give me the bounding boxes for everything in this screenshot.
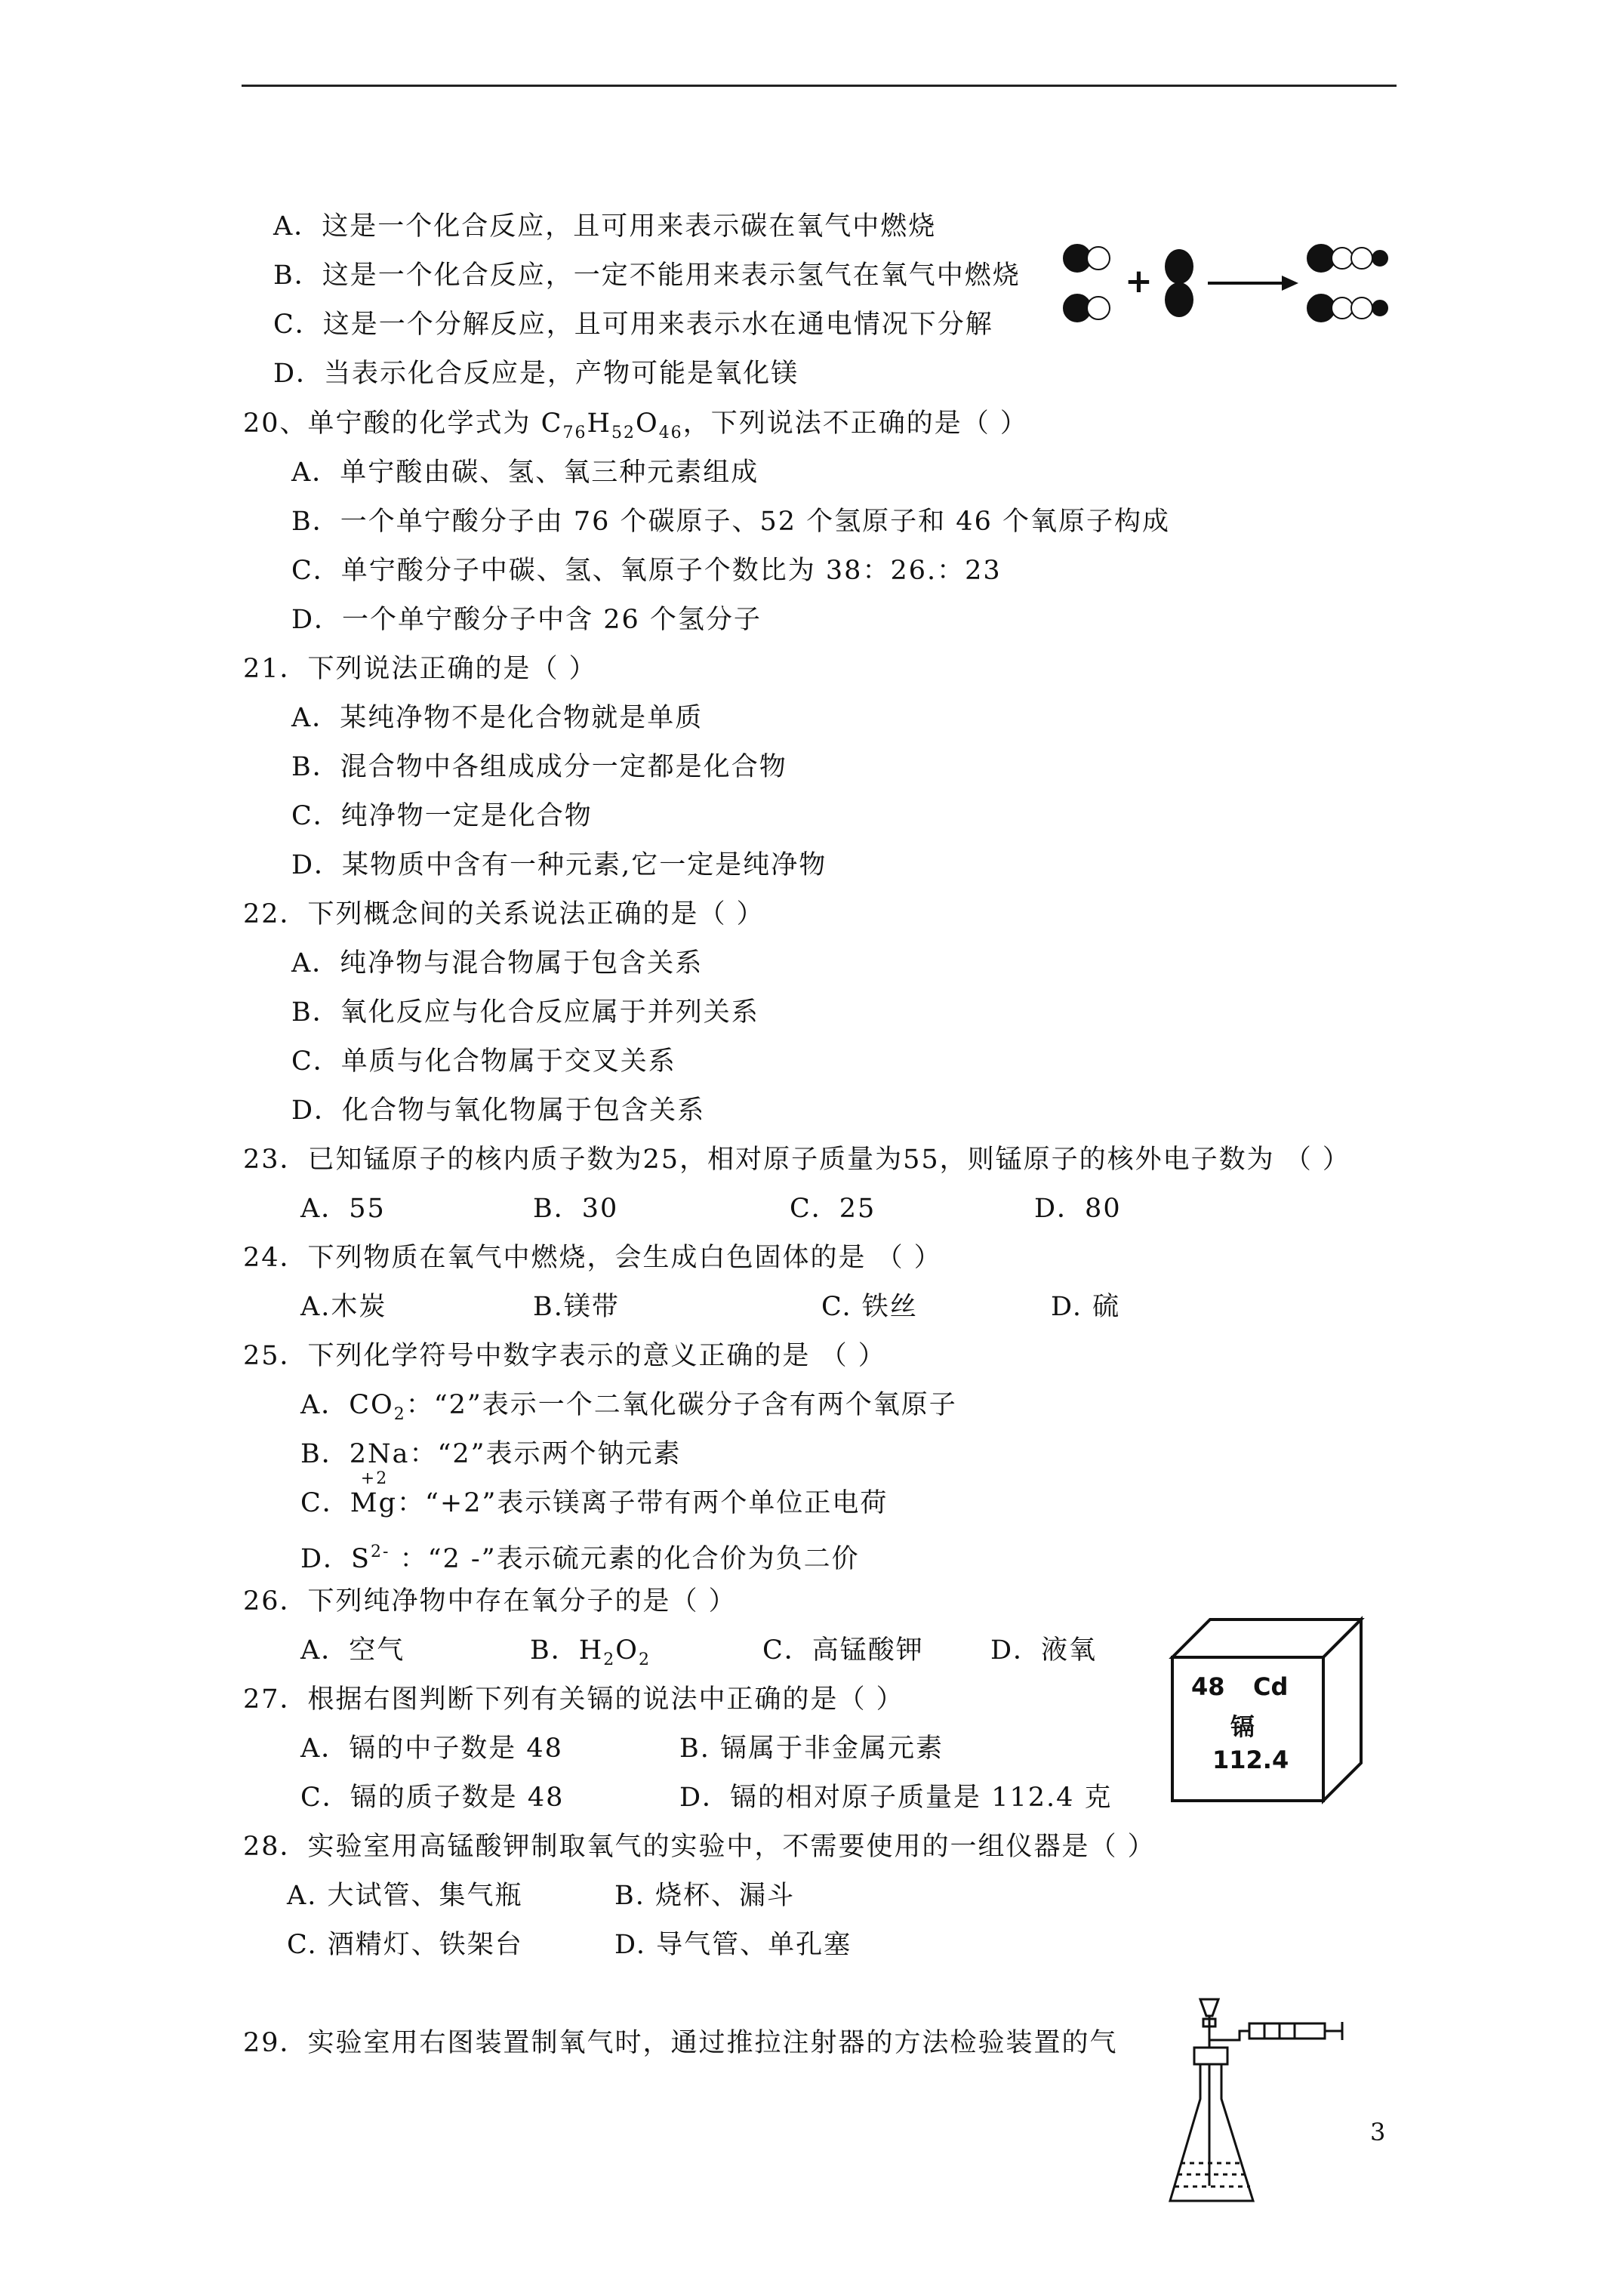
- q28-option-a: A. 大试管、集气瓶: [287, 1881, 523, 1911]
- q28-stem: 28．实验室用高锰酸钾制取氧气的实验中，不需要使用的一组仪器是（ ）: [243, 1832, 1156, 1862]
- q25-option-b: B．2Na：“2”表示两个钠元素: [300, 1439, 682, 1469]
- header-rule: [242, 85, 1397, 87]
- q21-option-b: B．混合物中各组成成分一定都是化合物: [291, 752, 787, 782]
- element-atomic-number: 48: [1191, 1672, 1225, 1701]
- reactant-molecule-2: [1165, 249, 1193, 317]
- element-card-cadmium: [1169, 1616, 1365, 1804]
- q20-option-d: D．一个单宁酸分子中含 26 个氢分子: [291, 605, 762, 635]
- q25-option-a: A．$CO_2$：“2”表示一个二氧化碳分子含有两个氧原子: [300, 1390, 957, 1424]
- q21-option-a: A．某纯净物不是化合物就是单质: [291, 703, 704, 733]
- reaction-arrow: [1208, 276, 1298, 291]
- funnel-top: [1200, 1999, 1218, 2016]
- q28-option-c: C. 酒精灯、铁架台: [287, 1930, 523, 1960]
- q24-stem: 24．下列物质在氧气中燃烧，会生成白色固体的是 （ ）: [243, 1243, 942, 1273]
- q23-option-a: A．55: [300, 1194, 386, 1224]
- q27-stem: 27．根据右图判断下列有关镉的说法中正确的是（ ）: [243, 1684, 904, 1715]
- q20-stem: 20、单宁酸的化学式为 $C_{76}H_{52}O_{46}$，下列说法不正确的是（ ）: [243, 408, 1028, 442]
- q24-option-d: D. 硫: [1051, 1292, 1121, 1322]
- q26-option-c: C．高锰酸钾: [762, 1635, 924, 1666]
- q28-option-d: D. 导气管、单孔塞: [614, 1930, 852, 1960]
- q22-stem: 22．下列概念间的关系说法正确的是（ ）: [243, 899, 765, 929]
- q23-stem: 23．已知锰原子的核内质子数为25，相对原子质量为55，则锰原子的核外电子数为 （ ）: [243, 1145, 1350, 1175]
- q25-option-d: D．$S^{2-}$ ：“2 -”表示硫元素的化合价为负二价: [300, 1542, 860, 1574]
- q19-option-b: B．这是一个化合反应，一定不能用来表示氢气在氧气中燃烧: [273, 260, 1021, 291]
- q23-option-d: D．80: [1034, 1194, 1122, 1224]
- q21-option-d: D．某物质中含有一种元素,它一定是纯净物: [291, 850, 827, 880]
- element-atomic-mass: 112.4: [1212, 1746, 1289, 1774]
- q23-option-b: B．30: [533, 1194, 619, 1224]
- q27-option-c: C．镉的质子数是 48: [300, 1783, 565, 1813]
- q26-option-d: D．液氧: [990, 1635, 1098, 1666]
- stopper: [1194, 2048, 1227, 2064]
- q26-option-a: A．空气: [300, 1635, 405, 1666]
- q27-option-a: A．镉的中子数是 48: [300, 1734, 563, 1764]
- q21-option-c: C．纯净物一定是化合物: [291, 801, 593, 831]
- q24-option-b: B.镁带: [533, 1292, 620, 1322]
- q26-stem: 26．下列纯净物中存在氧分子的是（ ）: [243, 1586, 737, 1616]
- element-symbol: Cd: [1253, 1672, 1289, 1701]
- q19-option-d: D．当表示化合反应是，产物可能是氧化镁: [273, 359, 799, 389]
- q21-stem: 21．下列说法正确的是（ ）: [243, 654, 597, 684]
- reactant-molecule-1: [1064, 245, 1110, 322]
- element-name: 镉: [1230, 1712, 1255, 1741]
- q26-option-b: B．$H_2O_2$: [530, 1635, 651, 1669]
- q23-option-c: C．25: [790, 1194, 876, 1224]
- q20-option-c: C．单宁酸分子中碳、氢、氧原子个数比为 38：26.：23: [291, 556, 1002, 586]
- apparatus-diagram: [1155, 1993, 1359, 2220]
- flask-outline: [1170, 2064, 1253, 2201]
- q27-option-d: D．镉的相对原子质量是 112.4 克: [679, 1783, 1113, 1813]
- q24-option-a: A.木炭: [300, 1292, 387, 1322]
- q19-option-a: A．这是一个化合反应，且可用来表示碳在氧气中燃烧: [273, 211, 937, 242]
- q22-option-d: D．化合物与氧化物属于包含关系: [291, 1096, 706, 1126]
- q20-option-b: B．一个单宁酸分子由 76 个碳原子、52 个氢原子和 46 个氧原子构成: [291, 507, 1170, 537]
- element-card-frame: [1169, 1616, 1365, 1804]
- q22-option-c: C．单质与化合物属于交叉关系: [291, 1046, 676, 1077]
- syringe-body: [1249, 2023, 1325, 2039]
- product-molecules: [1307, 245, 1387, 322]
- q24-option-c: C. 铁丝: [821, 1292, 918, 1322]
- page-number: 3: [1370, 2118, 1386, 2147]
- q22-option-b: B．氧化反应与化合反应属于并列关系: [291, 997, 759, 1028]
- q22-option-a: A．纯净物与混合物属于包含关系: [291, 948, 704, 978]
- reaction-diagram: [1057, 230, 1389, 336]
- q28-option-b: B. 烧杯、漏斗: [614, 1881, 795, 1911]
- q25-stem: 25．下列化学符号中数字表示的意义正确的是 （ ）: [243, 1341, 886, 1371]
- q25-option-c: C． +2 Mg：“+2”表示镁离子带有两个单位正电荷: [300, 1469, 888, 1518]
- delivery-tube: [1209, 2031, 1249, 2040]
- plus-sign: +: [1125, 262, 1153, 300]
- q19-option-c: C．这是一个分解反应，且可用来表示水在通电情况下分解: [273, 310, 993, 340]
- q27-option-b: B. 镉属于非金属元素: [679, 1734, 944, 1764]
- q20-option-a: A．单宁酸由碳、氢、氧三种元素组成: [291, 458, 759, 488]
- q29-stem: 29．实验室用右图装置制氧气时，通过推拉注射器的方法检验装置的气: [243, 2028, 1118, 2058]
